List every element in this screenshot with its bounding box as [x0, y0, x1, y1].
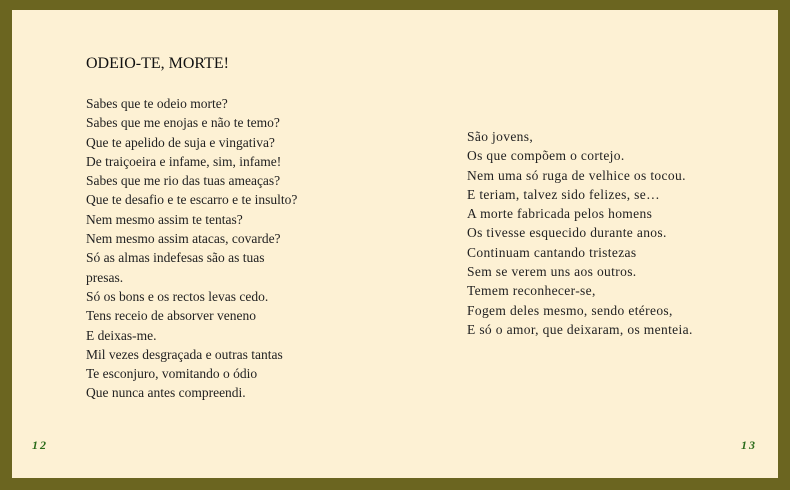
poem-line: E deixas-me.: [86, 327, 157, 343]
poem-line: Só os bons e os rectos levas cedo.: [86, 288, 269, 304]
poem-line: Sem se verem uns aos outros.: [467, 264, 637, 280]
poem-title: ODEIO-TE, MORTE!: [86, 55, 230, 72]
left-poem-stanza: [86, 94, 386, 403]
poem-line: Nem mesmo assim atacas, covarde?: [86, 231, 281, 247]
poem-line: Fogem deles mesmo, sendo etéreos,: [467, 302, 673, 318]
poem-line: presas.: [86, 269, 124, 285]
poem-line: Continuam cantando tristezas: [467, 244, 637, 260]
poem-line: São jovens,: [467, 129, 534, 144]
poem-line: Te esconjuro, vomitando o ódio: [86, 366, 258, 382]
book-spread: [12, 10, 778, 478]
poem-line: Temem reconhecer-se,: [467, 283, 596, 299]
poem-line: Nem mesmo assim te tentas?: [86, 211, 243, 227]
poem-line: Sabes que me rio das tuas ameaças?: [86, 173, 281, 189]
poem-line: De traiçoeira e infame, sim, infame!: [86, 153, 282, 169]
poem-line: Que te apelido de suja e vingativa?: [86, 134, 275, 150]
poem-line: Só as almas indefesas são as tuas: [86, 250, 265, 266]
poem-line: Sabes que me enojas e não te temo?: [86, 115, 280, 131]
poem-line: Os que compõem o cortejo.: [467, 148, 625, 164]
poem-line: E teriam, talvez sido felizes, se…: [467, 186, 660, 202]
left-page-number: 12: [32, 438, 48, 452]
poem-line: Sabes que te odeio morte?: [86, 96, 228, 111]
right-page-number: 13: [741, 438, 757, 452]
poem-line: Que te desafio e te escarro e te insulto?: [86, 192, 298, 208]
poem-line: Os tivesse esquecido durante anos.: [467, 225, 667, 241]
poem-line: E só o amor, que deixaram, os menteia.: [467, 321, 693, 337]
poem-line: Tens receio de absorver veneno: [86, 308, 256, 324]
poem-line: A morte fabricada pelos homens: [467, 206, 653, 222]
right-poem-stanza: [467, 127, 757, 339]
poem-line: Que nunca antes compreendi.: [86, 385, 246, 401]
poem-line: Mil vezes desgraçada e outras tantas: [86, 346, 283, 362]
poem-line: Nem uma só ruga de velhice os tocou.: [467, 167, 686, 183]
